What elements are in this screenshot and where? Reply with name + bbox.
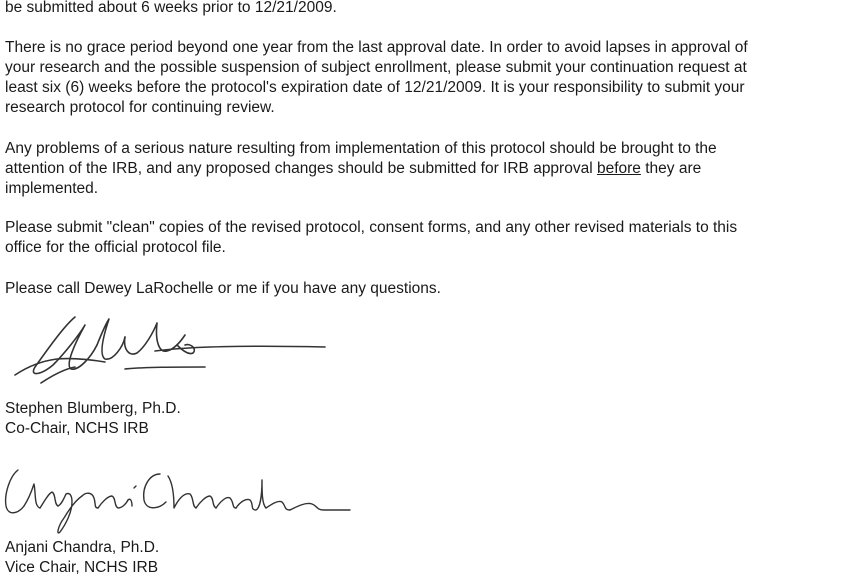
text-segment: attention of the IRB, and any proposed changes should be submitted for IRB approval xyxy=(5,160,597,177)
text-line: office for the official protocol file. xyxy=(5,239,226,256)
signatory-name: Anjani Chandra, Ph.D. xyxy=(5,539,160,556)
paragraph-submission-note xyxy=(5,0,337,18)
text-line: your research and the possible suspension of subject enrollment, please submit your continuation request at xyxy=(5,59,747,76)
text-line: Please call Dewey LaRochelle or me if you have any questions. xyxy=(5,280,441,297)
text-line: There is no grace period beyond one year from the last approval date. In order to avoid lapses in approval of xyxy=(5,39,748,56)
signatory-name: Stephen Blumberg, Ph.D. xyxy=(5,400,181,417)
text-line: implemented. xyxy=(5,180,99,197)
text-line: Please submit "clean" copies of the revised protocol, consent forms, and any other revised materials to this xyxy=(5,219,738,236)
paragraph-problems xyxy=(5,139,717,199)
text-line: research protocol for continuing review. xyxy=(5,99,275,116)
paragraph-grace-period xyxy=(5,38,748,118)
text-line: be submitted about 6 weeks prior to 12/21/2009. xyxy=(5,0,337,16)
text-segment: they are xyxy=(640,160,702,177)
signatory-block-1 xyxy=(5,399,181,439)
text-line xyxy=(5,159,717,179)
signatory-title: Vice Chair, NCHS IRB xyxy=(5,559,159,576)
paragraph-questions xyxy=(5,279,441,299)
text-line: Any problems of a serious nature resulting from implementation of this protocol should be brought to the xyxy=(5,140,717,157)
signature-blumberg xyxy=(5,305,335,405)
underlined-word: before xyxy=(596,160,641,177)
text-line: least six (6) weeks before the protocol's expiration date of 12/21/2009. It is your responsibility to submit your xyxy=(5,79,745,96)
signature-chandra xyxy=(0,450,360,545)
signatory-title: Co-Chair, NCHS IRB xyxy=(5,420,149,437)
paragraph-clean-copies xyxy=(5,218,737,258)
signatory-block-2 xyxy=(5,538,159,578)
